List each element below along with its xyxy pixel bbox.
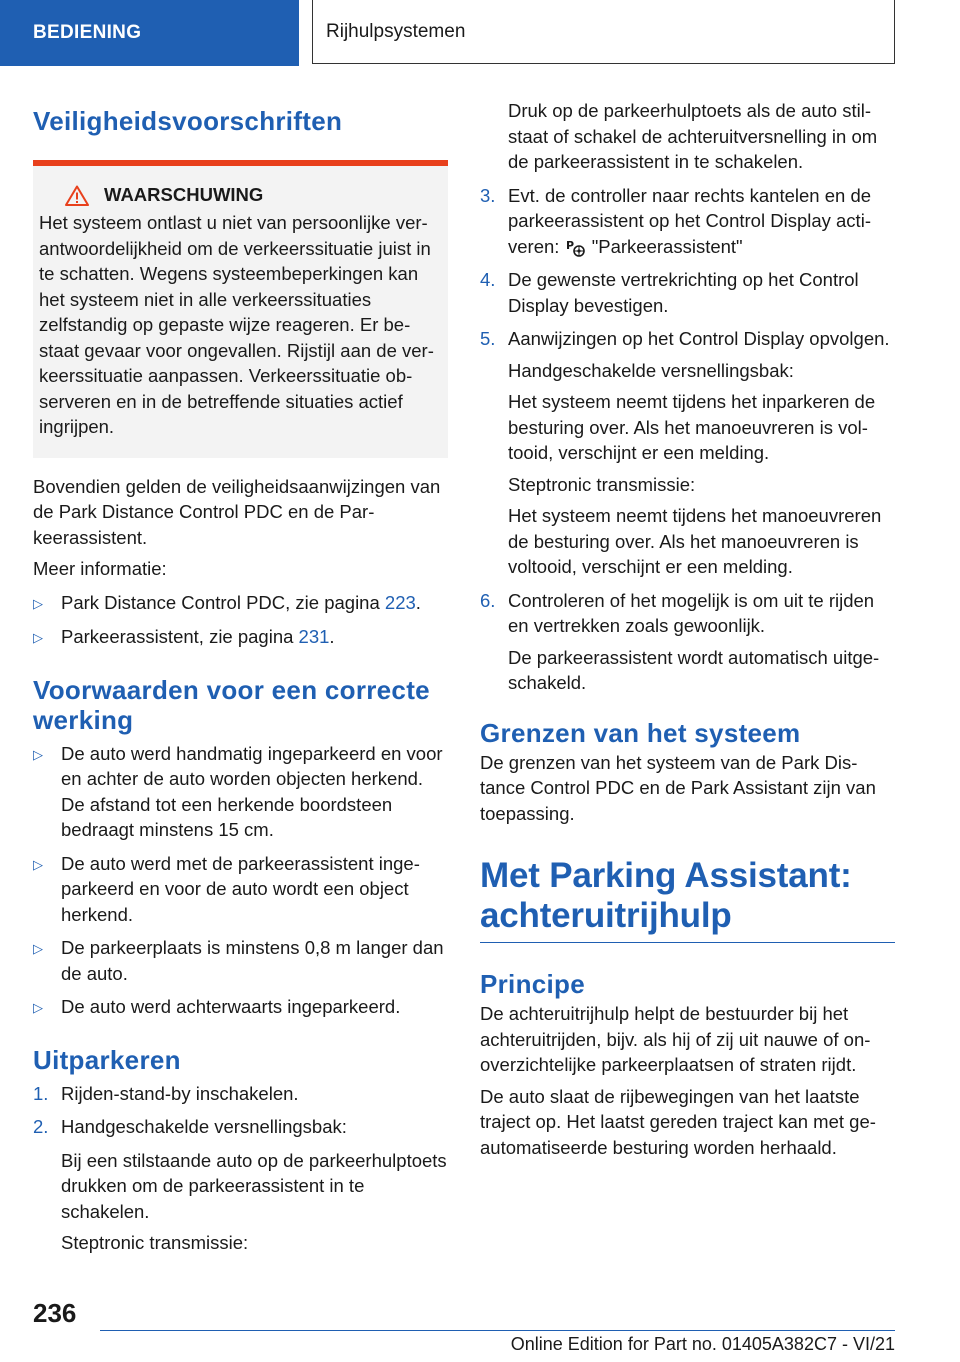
step5-manual-text: Het systeem neemt tijdens het inparkeren de besturing over. Als het manoeuvreren is voltooid, verschijnt er een melding.	[508, 391, 876, 463]
conditions-list	[33, 741, 448, 1021]
left-column	[33, 96, 448, 1256]
step2-steptronic-text: Druk op de parkeerhulptoets als de auto stilstaat of schakel de achteruitversnelling in om de parkeerassistent in te schakelen.	[508, 100, 878, 172]
exit-steps-list-continued	[480, 183, 895, 352]
exit-steps-list-final	[480, 588, 895, 639]
heading-principle: Principe	[480, 969, 585, 999]
header-section-label: BEDIENING	[33, 22, 142, 43]
condition-text: De auto werd met de parkeerassistent ingeparkeerd en voor de auto wordt een object herkend.	[61, 852, 420, 925]
condition-text: De parkeerplaats is minstens 0,8 m langer dan de auto.	[61, 937, 444, 984]
paragraph-principle-1: De achteruitrijhulp helpt de bestuurder bij het achteruitrijden, bijv. als hij of zij uit nauwe of onoverzichtelijke parkeerplaatsen of straten rijdt.	[480, 1003, 871, 1075]
step-number: 2.	[33, 1116, 49, 1137]
svg-text:P: P	[565, 238, 574, 252]
triangle-bullet-icon: ▷	[33, 595, 43, 611]
triangle-bullet-icon: ▷	[33, 856, 43, 872]
reference-text: Parkeerassistent, zie pagina	[61, 626, 299, 647]
reference-end: .	[415, 591, 421, 613]
section-rule	[480, 942, 895, 943]
triangle-bullet-icon: ▷	[33, 1000, 43, 1015]
warning-text: Het systeem ontlast u niet van persoonlijke verantwoordelijkheid om de verkeerssituatie juist in te schatten. Wegens systeembeperkingen kan het systeem niet in alle verkeerssituaties zelfstandig op gepaste wijze reageren. Er bestaat gevaar voor ongevallen. Rijstijl aan de verkeerssituatie aanpassen. Verkeerssituatie observeren en in de betreffende situaties actief ingrijpen.	[39, 212, 434, 437]
page-link-231[interactable]: 231	[298, 626, 330, 647]
right-column	[480, 98, 895, 1160]
triangle-bullet-icon: ▷	[33, 941, 43, 956]
condition-text: De auto werd handmatig ingeparkeerd en voor en achter de auto worden objecten herkend. De afstand tot een herkende boordsteen bedraagt minstens 15 cm.	[61, 742, 443, 840]
paragraph-limits: De grenzen van het systeem van de Park Distance Control PDC en de Park Assistant zijn van toepassing.	[480, 751, 876, 824]
triangle-bullet-icon: ▷	[33, 746, 43, 762]
step5-steptronic-label: Steptronic transmissie:	[508, 473, 696, 495]
list-item	[33, 851, 448, 928]
list-item	[33, 741, 448, 843]
step2-manual-text: Bij een stilstaande auto op de parkeerhulptoets drukken om de parkeerassistent in te schakelen.	[61, 1149, 447, 1222]
heading-safety: Veiligheidsvoorschriften	[33, 106, 343, 136]
step-text: Controleren of het mogelijk is om uit te rijden en vertrekken zoals gewoonlijk.	[508, 589, 875, 636]
condition-text: De auto werd achterwaarts ingeparkeerd.	[61, 996, 401, 1017]
warning-header	[65, 184, 442, 206]
page-number: 236	[33, 1298, 77, 1328]
heading-conditions: Voorwaarden voor een correcte werking	[33, 674, 430, 735]
header-section-tab	[0, 0, 299, 66]
step-text: Rijden-stand-by inschakelen.	[61, 1082, 299, 1104]
list-item	[33, 1081, 448, 1107]
warning-box	[33, 160, 448, 458]
warning-title: WAARSCHUWING	[104, 184, 264, 205]
step6-note: De parkeerassistent wordt automatisch uitgeschakeld.	[508, 646, 880, 693]
warning-triangle-icon	[65, 185, 89, 206]
heading-main-section: Met Parking Assistant: achteruitrijhulp	[480, 856, 852, 935]
step-number: 5.	[480, 328, 496, 349]
paragraph-more-info: Meer informatie:	[33, 558, 167, 579]
header-chapter-tab	[312, 0, 895, 64]
triangle-bullet-icon: ▷	[33, 630, 43, 645]
list-item	[33, 935, 448, 986]
footer-rule	[100, 1330, 895, 1331]
step2-steptronic-label: Steptronic transmissie:	[61, 1232, 249, 1253]
step-text: De gewenste vertrekrichting op het Control Display bevestigen.	[508, 269, 859, 316]
step-number: 1.	[33, 1082, 49, 1104]
list-item	[480, 183, 895, 260]
step-text-end: "Parkeerassistent"	[586, 235, 743, 257]
step5-manual-label: Handgeschakelde versnellingsbak:	[508, 359, 794, 381]
step5-steptronic-text: Het systeem neemt tijdens het manoeuvreren de besturing over. Als het manoeuvreren is voltooid, verschijnt er een melding.	[508, 505, 882, 577]
reference-text: Park Distance Control PDC, zie pagina	[61, 591, 385, 613]
list-item	[480, 267, 895, 318]
list-item	[33, 1114, 448, 1140]
list-item	[480, 326, 895, 352]
step-number: 4.	[480, 269, 496, 290]
reference-end: .	[329, 626, 335, 647]
reference-list	[33, 590, 448, 651]
heading-limits: Grenzen van het systeem	[480, 717, 801, 748]
paragraph-also: Bovendien gelden de veiligheidsaanwijzingen van de Park Distance Control PDC en de Parkeerassistent.	[33, 475, 441, 548]
heading-exit: Uitparkeren	[33, 1044, 181, 1075]
list-item	[33, 624, 448, 651]
parking-assistant-icon	[565, 238, 587, 258]
step-text: Aanwijzingen op het Control Display opvolgen.	[508, 328, 890, 349]
header-chapter-label: Rijhulpsystemen	[326, 20, 466, 42]
step-text: Handgeschakelde versnellingsbak:	[61, 1116, 347, 1137]
list-item	[33, 994, 448, 1021]
step-text: Evt. de controller naar rechts kantelen en de parkeerassistent op het Control Display activeren:	[508, 184, 872, 257]
step-number: 3.	[480, 184, 496, 206]
footer-edition: Online Edition for Part no. 01405A382C7 - VI/21	[510, 1334, 895, 1354]
exit-steps-list	[33, 1081, 448, 1140]
paragraph-principle-2: De auto slaat de rijbewegingen van het laatste traject op. Het laatst gereden traject kan met geautomatiseerde besturing worden herhaald.	[480, 1085, 876, 1158]
step-number: 6.	[480, 589, 496, 611]
list-item	[33, 590, 448, 617]
list-item	[480, 588, 895, 639]
page-link-223[interactable]: 223	[384, 591, 416, 613]
